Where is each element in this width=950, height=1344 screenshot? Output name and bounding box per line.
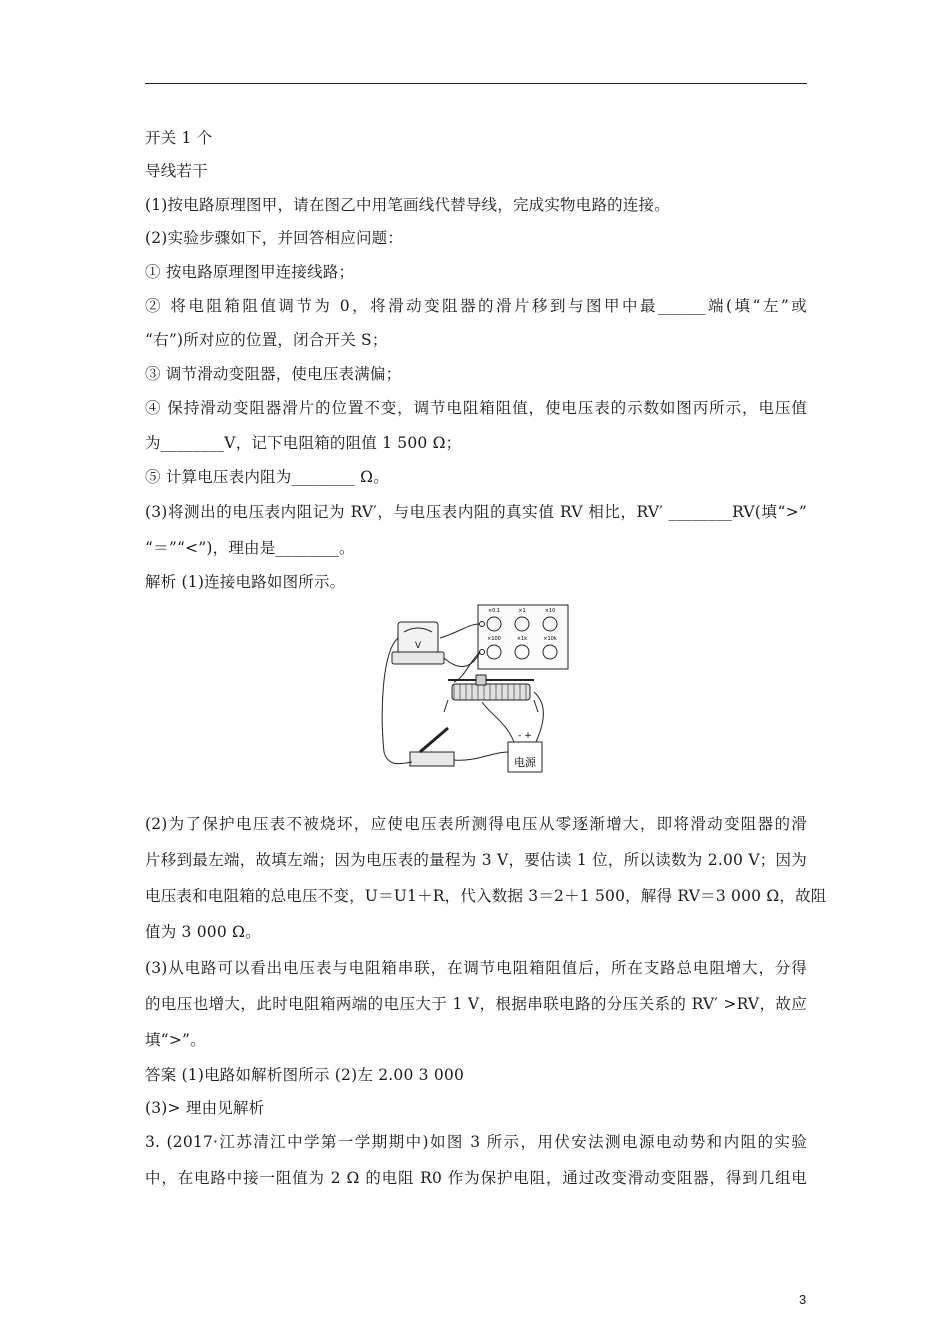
text-line: 值为 3 000 Ω。 — [145, 923, 261, 941]
rheostat-coil — [452, 684, 530, 700]
switch-base — [410, 752, 454, 766]
wire — [444, 652, 480, 667]
text-line: (3)> 理由见解析 — [145, 1099, 265, 1117]
page-number: 3 — [799, 1292, 807, 1307]
text-line: “右”)所对应的位置，闭合开关 S； — [145, 331, 388, 349]
text-line: 开关 1 个 — [145, 129, 213, 147]
voltmeter-label: V — [414, 640, 422, 650]
text-line: ① 按电路原理图甲连接线路； — [145, 263, 355, 281]
text-line: “＝”“<”)，理由是________。 — [145, 539, 355, 557]
text-line: 填“>”。 — [145, 1031, 206, 1049]
box-dial-label: ×100 — [487, 636, 501, 642]
text-line: 电压表和电阻箱的总电压不变，U＝U1＋R，代入数据 3＝2＋1 500，解得 RV＝3 000 Ω，故阻 — [145, 887, 827, 905]
text-line: 的电压也增大，此时电阻箱两端的电压大于 1 V，根据串联电路的分压关系的 RV′ >RV，故应 — [145, 995, 807, 1013]
text-line: 解析 (1)连接电路如图所示。 — [145, 573, 346, 591]
text-line: (2)为了保护电压表不被烧坏，应使电压表所测得电压从零逐渐增大，即将滑动变阻器的滑 — [145, 815, 807, 833]
box-dial-label: ×0.1 — [487, 608, 501, 614]
text-line: 3. (2017·江苏清江中学第一学期期中)如图 3 所示，用伏安法测电源电动势和内阻的实验 — [145, 1133, 807, 1151]
text-line: 中，在电路中接一阻值为 2 Ω 的电阻 R0 作为保护电阻，通过改变滑动变阻器，得到几组电 — [145, 1169, 807, 1187]
box-dial-label: ×10 — [544, 608, 556, 614]
voltmeter-base — [392, 652, 444, 664]
text-line: (2)实验步骤如下，并回答相应问题： — [145, 229, 404, 247]
rheostat-slider — [476, 675, 486, 685]
text-line: ② 将电阻箱阻值调节为 0，将滑动变阻器的滑片移到与图甲中最______端(填“左”或 — [145, 297, 807, 315]
wire — [534, 692, 543, 742]
switch-handle — [420, 728, 448, 752]
power-label: 电源 — [514, 756, 536, 769]
power-terminals: - + — [518, 731, 532, 741]
wire — [482, 702, 514, 742]
header-rule — [145, 83, 807, 84]
text-line: ④ 保持滑动变阻器滑片的位置不变，调节电阻箱阻值，使电压表的示数如图丙所示，电压值 — [145, 399, 807, 417]
box-dial-label: ×10k — [543, 636, 557, 642]
wire — [440, 624, 480, 638]
wire — [454, 752, 508, 760]
text-line: ③ 调节滑动变阻器，使电压表满偏； — [145, 365, 402, 383]
text-line: (3)将测出的电压表内阻记为 RV′，与电压表内阻的真实值 RV 相比，RV′ ________RV(填“>” — [145, 503, 807, 521]
box-dial-label: ×1 — [518, 608, 526, 614]
text-line: 答案 (1)电路如解析图所示 (2)左 2.00 3 000 — [145, 1066, 465, 1084]
text-line: 导线若干 — [145, 162, 208, 180]
text-line: 片移到最左端，故填左端；因为电压表的量程为 3 V，要估读 1 位，所以读数为 2.00 V；因为 — [145, 851, 807, 869]
text-line: 为________V，记下电阻箱的阻值 1 500 Ω； — [145, 434, 462, 452]
box-dial-label: ×1k — [516, 636, 528, 642]
text-line: ⑤ 计算电压表内阻为________ Ω。 — [145, 468, 389, 486]
text-line: (1)按电路原理图甲，请在图乙中用笔画线代替导线，完成实物电路的连接。 — [145, 196, 670, 214]
circuit-figure — [380, 602, 572, 780]
text-line: (3)从电路可以看出电压表与电阻箱串联，在调节电阻箱阻值后，所在支路总电阻增大，分得 — [145, 959, 807, 977]
